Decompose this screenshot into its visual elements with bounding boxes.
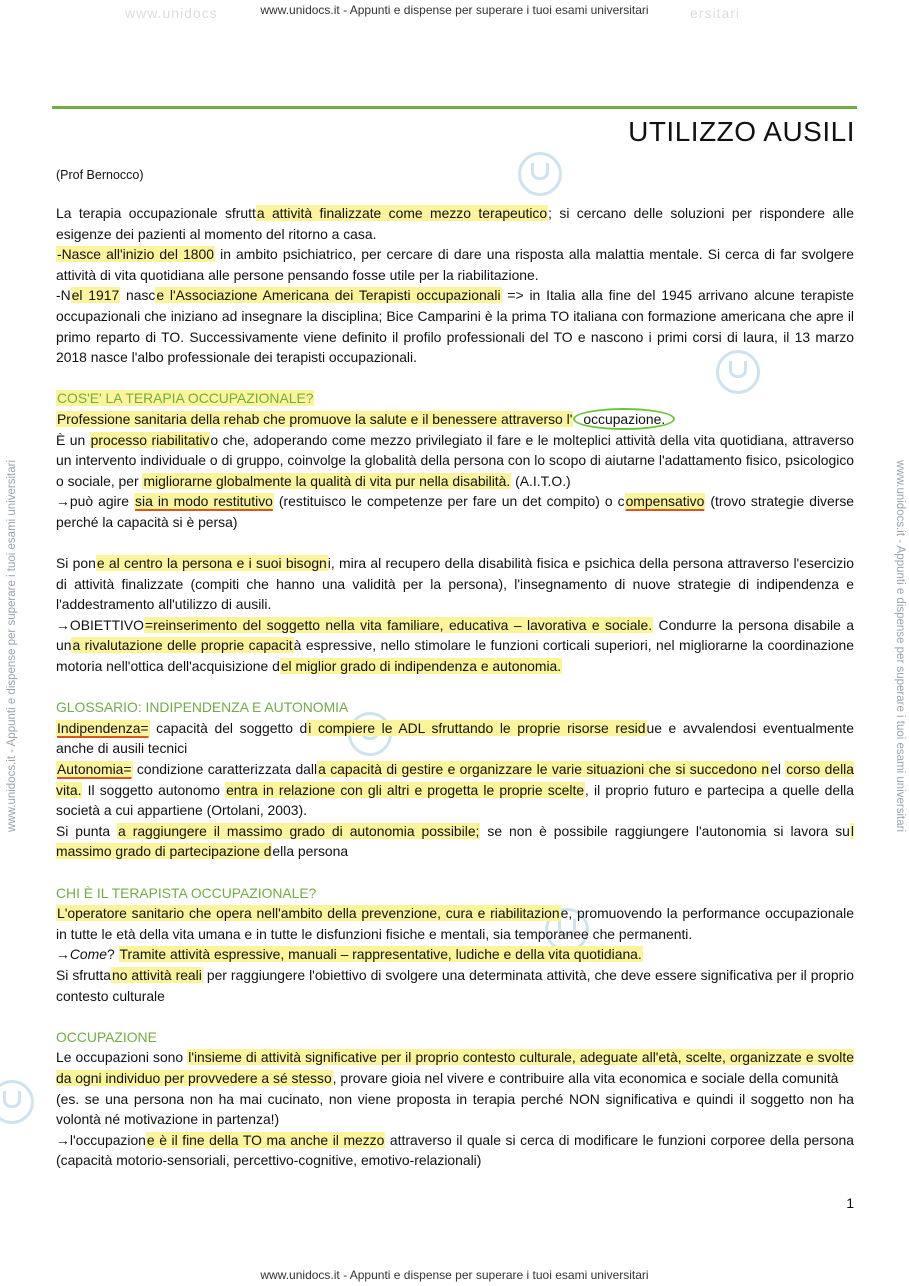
section-heading: CHI È IL TERAPISTA OCCUPAZIONALE? <box>56 884 317 901</box>
highlight: Professione sanitaria della rehab che promuove la salute e il benessere attraverso l' <box>57 410 573 427</box>
paragraph: →OBIETTIVO=reinserimento del soggetto nella vita familiare, educativa – lavorativa e sociale. Condurre la persona disabile a una rivalutazione delle proprie capacità espressive, nello stimolare le funzioni corticali superiori, nel migliorarne la coordinazione motoria nell'ottica dell'acquisizione del miglior grado di indipendenza e autonomia. <box>56 616 855 675</box>
highlight: ompensativo <box>625 493 705 510</box>
section-heading: OCCUPAZIONE <box>56 1028 157 1045</box>
highlight: e al centro la persona e i suoi bisogn <box>96 555 327 572</box>
paragraph: Le occupazioni sono l'insieme di attività significative per il proprio contesto culturale, adeguate all'età, scelte, organizzate e svolte da ogni individuo per provvedere a sé stesso, provare gioia nel vivere e contribuire alla vita economica e sociale della comunità <box>56 1049 854 1086</box>
highlight: a attività finalizzate come mezzo terapeutico <box>256 205 548 221</box>
highlight: entra in relazione con gli altri e progetta le proprie scelte <box>226 781 585 798</box>
highlight: -Nasce all'inizio del 1800 <box>57 246 214 263</box>
highlight: migliorarne globalmente la qualità di vita pur nella disabilità. <box>143 472 511 489</box>
paragraph: Indipendenza= capacità del soggetto di compiere le ADL sfruttando le proprie risorse residue e avvalendosi eventualmente anche di ausili tecnici <box>56 719 854 757</box>
term: Autonomia= <box>57 761 132 778</box>
highlight: a raggiungere il massimo grado di autonomia possibile; <box>118 822 480 839</box>
highlight: no attività reali <box>111 966 202 983</box>
paragraph: →Come? Tramite attività espressive, manuali – rappresentative, ludiche e della vita quotidiana. <box>56 946 642 963</box>
paragraph: Si sfruttano attività reali per raggiungere l'obiettivo di svolgere una determinata attività, che deve essere significativa per il proprio contesto culturale <box>56 966 854 1004</box>
page-title: UTILIZZO AUSILI <box>628 116 855 147</box>
title-rule <box>52 106 857 109</box>
highlight: l'insieme di attività significative per il proprio contesto culturale, adeguate all'età, scelte, organizzate e svolte da ogni individuo per provvedere a sé stesso <box>56 1049 854 1086</box>
paragraph: -Nel 1917 nasce l'Associazione Americana dei Terapisti occupazionali => in Italia alla fine del 1945 arrivano alcune terapiste occupazionali che iniziano ad insegnare la disciplina; Bice Camparini è la prima TO italiana con formazione americana che apre il primo reparto di TO. Successivamente viene definito il profilo professionali del TO e nascono i primi corsi di laura, il 13 marzo 2018 nasce l'albo professionale dei terapisti occupazionali. <box>56 287 854 366</box>
paragraph: Si punta a raggiungere il massimo grado di autonomia possibile; se non è possibile raggiungere l'autonomia si lavora sul massimo grado di partecipazione della persona <box>56 822 854 860</box>
page-number: 1 <box>846 1195 854 1211</box>
document-body <box>56 203 854 1171</box>
highlight: l massimo grado di partecipazione d <box>56 822 854 860</box>
highlight: sia in modo restitutivo <box>135 493 273 510</box>
section-heading: GLOSSARIO: INDIPENDENZA E AUTONOMIA <box>56 699 349 716</box>
highlight: corso della vita. <box>56 761 854 798</box>
term: Indipendenza= <box>57 719 149 736</box>
highlight: a capacità di gestire e organizzare le varie situazioni che si succedono n <box>318 761 770 778</box>
professor-note: (Prof Bernocco) <box>56 168 144 182</box>
ghost-watermark-right: ersitari <box>690 5 741 21</box>
highlight: i compiere le ADL sfruttando le proprie risorse resid <box>308 719 646 736</box>
highlight: processo riabilitativ <box>90 431 210 448</box>
paragraph: (es. se una persona non ha mai cucinato, non viene proposta in terapia perché NON significativa e quindi il soggetto non ha volontà né motivazione in partenza!) <box>56 1090 854 1128</box>
side-watermark-left: www.unidocs.it - Appunti e dispense per superare i tuoi esami universitari <box>6 459 18 833</box>
paragraph: È un processo riabilitativo che, adoperando come mezzo privilegiato il fare e le molteplici attività della vita quotidiana, attraverso un intervento individuale o di gruppo, coinvolge la globalità della persona con lo scopo di aiutarne l'adattamento fisico, psicologico o sociale, per migliorarne globalmente la qualità di vita pur nella disabilità. (A.I.T.O.) <box>56 431 855 489</box>
watermark-logo-icon <box>518 152 562 196</box>
paragraph: Si pone al centro la persona e i suoi bisogni, mira al recupero della disabilità fisica e psichica della persona attraverso l'esercizio di attività finalizzate (compiti che hanno una validità per la persona), l'insegnamento di nuove strategie di indipendenza e l'addestramento all'utilizzo di ausili. <box>56 555 854 613</box>
ghost-watermark-left: www.unidocs <box>125 5 218 21</box>
paragraph: →l'occupazione è il fine della TO ma anche il mezzo attraverso il quale si cerca di modificare le funzioni corporee della persona (capacità motorio-sensoriali, percettivo-cognitive, emotivo-relazionali) <box>56 1131 854 1169</box>
watermark-logo-icon <box>0 1080 34 1124</box>
highlight: e l'Associazione Americana dei Terapisti occupazionali <box>156 287 501 304</box>
highlight: e è il fine della TO ma anche il mezzo <box>146 1131 385 1148</box>
paragraph: -Nasce all'inizio del 1800 in ambito psichiatrico, per cercare di dare una risposta alla malattia mentale. Si cerca di far svolgere attività di vita quotidiana alle persone pensando fosse utile per la riabilitazione. <box>56 246 855 283</box>
footer-banner: www.unidocs.it - Appunti e dispense per superare i tuoi esami universitari <box>260 1268 649 1282</box>
paragraph: L'operatore sanitario che opera nell'ambito della prevenzione, cura e riabilitazione, promuovendo la performance occupazionale in tutte le età della vita umana e in tutte le disfunzioni fisiche e mentali, sia temporanee che permanenti. <box>56 905 854 942</box>
highlight: Tramite attività espressive, manuali – rappresentative, ludiche e della vita quotidiana. <box>119 946 642 963</box>
paragraph <box>56 409 854 430</box>
highlight: el miglior grado di indipendenza e autonomia. <box>280 658 562 675</box>
header-banner: www.unidocs.it - Appunti e dispense per superare i tuoi esami universitari <box>260 3 649 17</box>
paragraph: →può agire sia in modo restitutivo (restituisco le competenze per fare un det compito) o compensativo (trovo strategie diverse perché la capacità si è persa) <box>56 493 855 530</box>
paragraph: La terapia occupazionale sfrutta attività finalizzate come mezzo terapeutico; si cercano delle soluzioni per rispondere alle esigenze dei pazienti al momento del ritorno a casa. <box>56 205 854 242</box>
section-heading: COS'E' LA TERAPIA OCCUPAZIONALE? <box>57 390 314 407</box>
highlight: el 1917 <box>71 287 120 304</box>
highlight: a rivalutazione delle proprie capacit <box>72 637 293 654</box>
highlight: L'operatore sanitario che opera nell'ambito della prevenzione, cura e riabilitazion <box>57 905 560 922</box>
side-watermark-right: www.unidocs.it - Appunti e dispense per superare i tuoi esami universitari <box>894 459 906 833</box>
paragraph: Autonomia= condizione caratterizzata dalla capacità di gestire e organizzare le varie situazioni che si succedono nel corso della vita. Il soggetto autonomo entra in relazione con gli altri e progetta le proprie scelte, il proprio futuro e partecipa a quelle della società a cui appartiene (Ortolani, 2003). <box>56 761 854 819</box>
circled-word: occupazione. <box>573 408 675 430</box>
highlight: =reinserimento del soggetto nella vita familiare, educativa – lavorativa e sociale. <box>144 616 653 633</box>
